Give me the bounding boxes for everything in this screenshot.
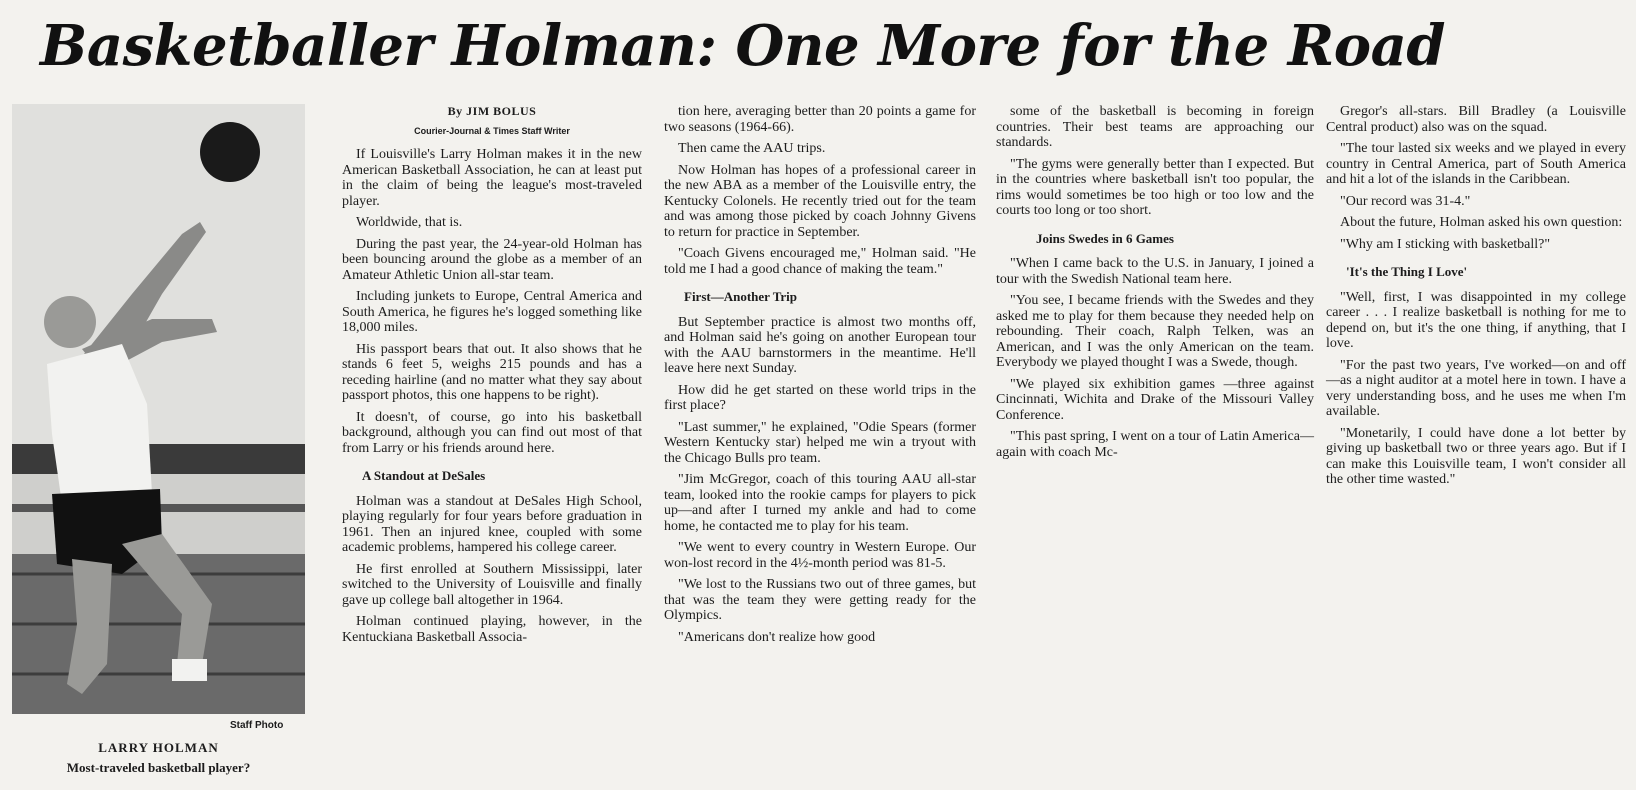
- photo-credit: Staff Photo: [230, 720, 284, 731]
- paragraph: "Well, first, I was disappointed in my college career . . . I realize basketball is nothing for me to depend on, but it's the one thing, if anything, that I love.: [1326, 289, 1626, 351]
- subhead: Joins Swedes in 6 Games: [1036, 230, 1174, 246]
- paragraph: "Jim McGregor, coach of this touring AAU all-star team, looked into the rookie camps for players to pick up—and after I turned my ankle and had to come home, he contacted me to play for his team.: [664, 472, 976, 534]
- paragraph: "Americans don't realize how good: [678, 629, 876, 645]
- subhead: 'It's the Thing I Love': [1346, 264, 1468, 279]
- paragraph: Gregor's all-stars. Bill Bradley (a Louisville Central product) also was on the squad.: [1326, 104, 1626, 135]
- paragraph: "For the past two years, I've worked—on and off—as a night auditor at a motel here in town. I have a very understanding boss, and he uses me when I'm available.: [1326, 357, 1626, 419]
- paragraph: "This past spring, I went on a tour of Latin America—again with coach Mc-: [996, 429, 1314, 460]
- article-column-2: [664, 104, 976, 651]
- paragraph: Holman continued playing, however, in the Kentuckiana Basketball Associa-: [342, 614, 642, 645]
- byline: By JIM BOLUS: [447, 104, 537, 118]
- byline-affiliation: Courier-Journal & Times Staff Writer: [414, 125, 570, 136]
- paragraph: "Our record was 31-4.": [1340, 193, 1471, 209]
- basketball-shape: [200, 122, 260, 182]
- paragraph: It doesn't, of course, go into his basketball background, although you can find out most of that from Larry or his friends around here.: [342, 409, 642, 456]
- paragraph: If Louisville's Larry Holman makes it in the new American Basketball Association, he can at least put in the claim of being the league's most-traveled player.: [342, 147, 642, 209]
- paragraph: His passport bears that out. It also shows that he stands 6 feet 5, weighs 215 pounds and has a receding hairline (and no matter what they say about passport photos, this one happens to be right).: [342, 341, 642, 403]
- paragraph: During the past year, the 24-year-old Holman has been bouncing around the globe as a member of an Amateur Athletic Union all-star team.: [342, 236, 642, 283]
- player-photo: [12, 104, 305, 714]
- paragraph: "We went to every country in Western Europe. Our won-lost record in the 4½-month period was 81-5.: [664, 540, 976, 571]
- paragraph: "Last summer," he explained, "Odie Spears (former Western Kentucky star) helped me win a tryout with the Chicago Bulls pro team.: [664, 419, 976, 466]
- paragraph: "When I came back to the U.S. in January, I joined a tour with the Swedish National team here.: [996, 256, 1314, 287]
- paragraph: "We lost to the Russians two out of three games, but that was the team they were getting ready for the Olympics.: [664, 577, 976, 623]
- paragraph: He first enrolled at Southern Mississippi, later switched to the University of Louisville and finally gave up college ball altogether in 1964.: [342, 561, 642, 608]
- photo-caption-sub: Most-traveled basketball player?: [66, 760, 251, 775]
- paragraph: "Why am I sticking with basketball?": [1340, 236, 1551, 252]
- paragraph: But September practice is almost two months off, and Holman said he's going on another European tour with the AAU barnstormers in the meantime. He'll leave here next Sunday.: [664, 314, 976, 376]
- paragraph: Including junkets to Europe, Central America and South America, he figures he's logged something like 18,000 miles.: [342, 289, 642, 335]
- headline: Basketballer Holman: One More for the Road: [40, 13, 1446, 79]
- subhead: First—Another Trip: [684, 289, 798, 304]
- article-column-1: [342, 104, 642, 651]
- paragraph: "We played six exhibition games —three against Cincinnati, Wichita and Drake of the Missouri Valley Conference.: [996, 376, 1314, 423]
- paragraph: Worldwide, that is.: [356, 215, 463, 230]
- paragraph: "The gyms were generally better than I expected. But in the countries where basketball isn't too popular, the rims would sometimes be too high or too low and the courts too long or too short.: [996, 156, 1314, 218]
- paragraph: Now Holman has hopes of a professional career in the new ABA as a member of the Louisville entry, the Kentucky Colonels. He recently tried out for the team and was among those picked by coach Johnny Givens to return for practice in September.: [664, 162, 976, 240]
- player-photo-image: [12, 104, 305, 714]
- paragraph: Holman was a standout at DeSales High School, playing regularly for four years before graduation in 1961. Then an injured knee, coupled with some academic problems, hampered his college career.: [342, 493, 642, 555]
- paragraph: "The tour lasted six weeks and we played in every country in Central America, part of South America and hit a lot of the islands in the Caribbean.: [1326, 141, 1626, 187]
- article-column-4: [1326, 104, 1626, 494]
- photo-caption-name: LARRY HOLMAN: [98, 740, 219, 755]
- paragraph: About the future, Holman asked his own question:: [1340, 215, 1623, 230]
- paragraph: "Coach Givens encouraged me," Holman said. "He told me I had a good chance of making the team.": [664, 246, 976, 277]
- paragraph: "You see, I became friends with the Swedes and they asked me to play for them because they needed help on rebounding. Their coach, Ralph Telken, was an American, and I was the only American on the team. Everybody we played thought I was a Swede, though.: [996, 293, 1314, 370]
- paragraph: How did he get started on these world trips in the first place?: [664, 382, 976, 413]
- paragraph: some of the basketball is becoming in foreign countries. Their best teams are approaching our standards.: [996, 104, 1314, 150]
- paragraph: Then came the AAU trips.: [678, 141, 826, 156]
- article-column-3: [996, 104, 1314, 466]
- subhead: A Standout at DeSales: [362, 468, 486, 483]
- paragraph: tion here, averaging better than 20 points a game for two seasons (1964-66).: [664, 104, 976, 135]
- paragraph: "Monetarily, I could have done a lot better by giving up basketball two or three years ago. But if I can make this Louisville team, I won't consider all the other time wasted.": [1326, 425, 1626, 487]
